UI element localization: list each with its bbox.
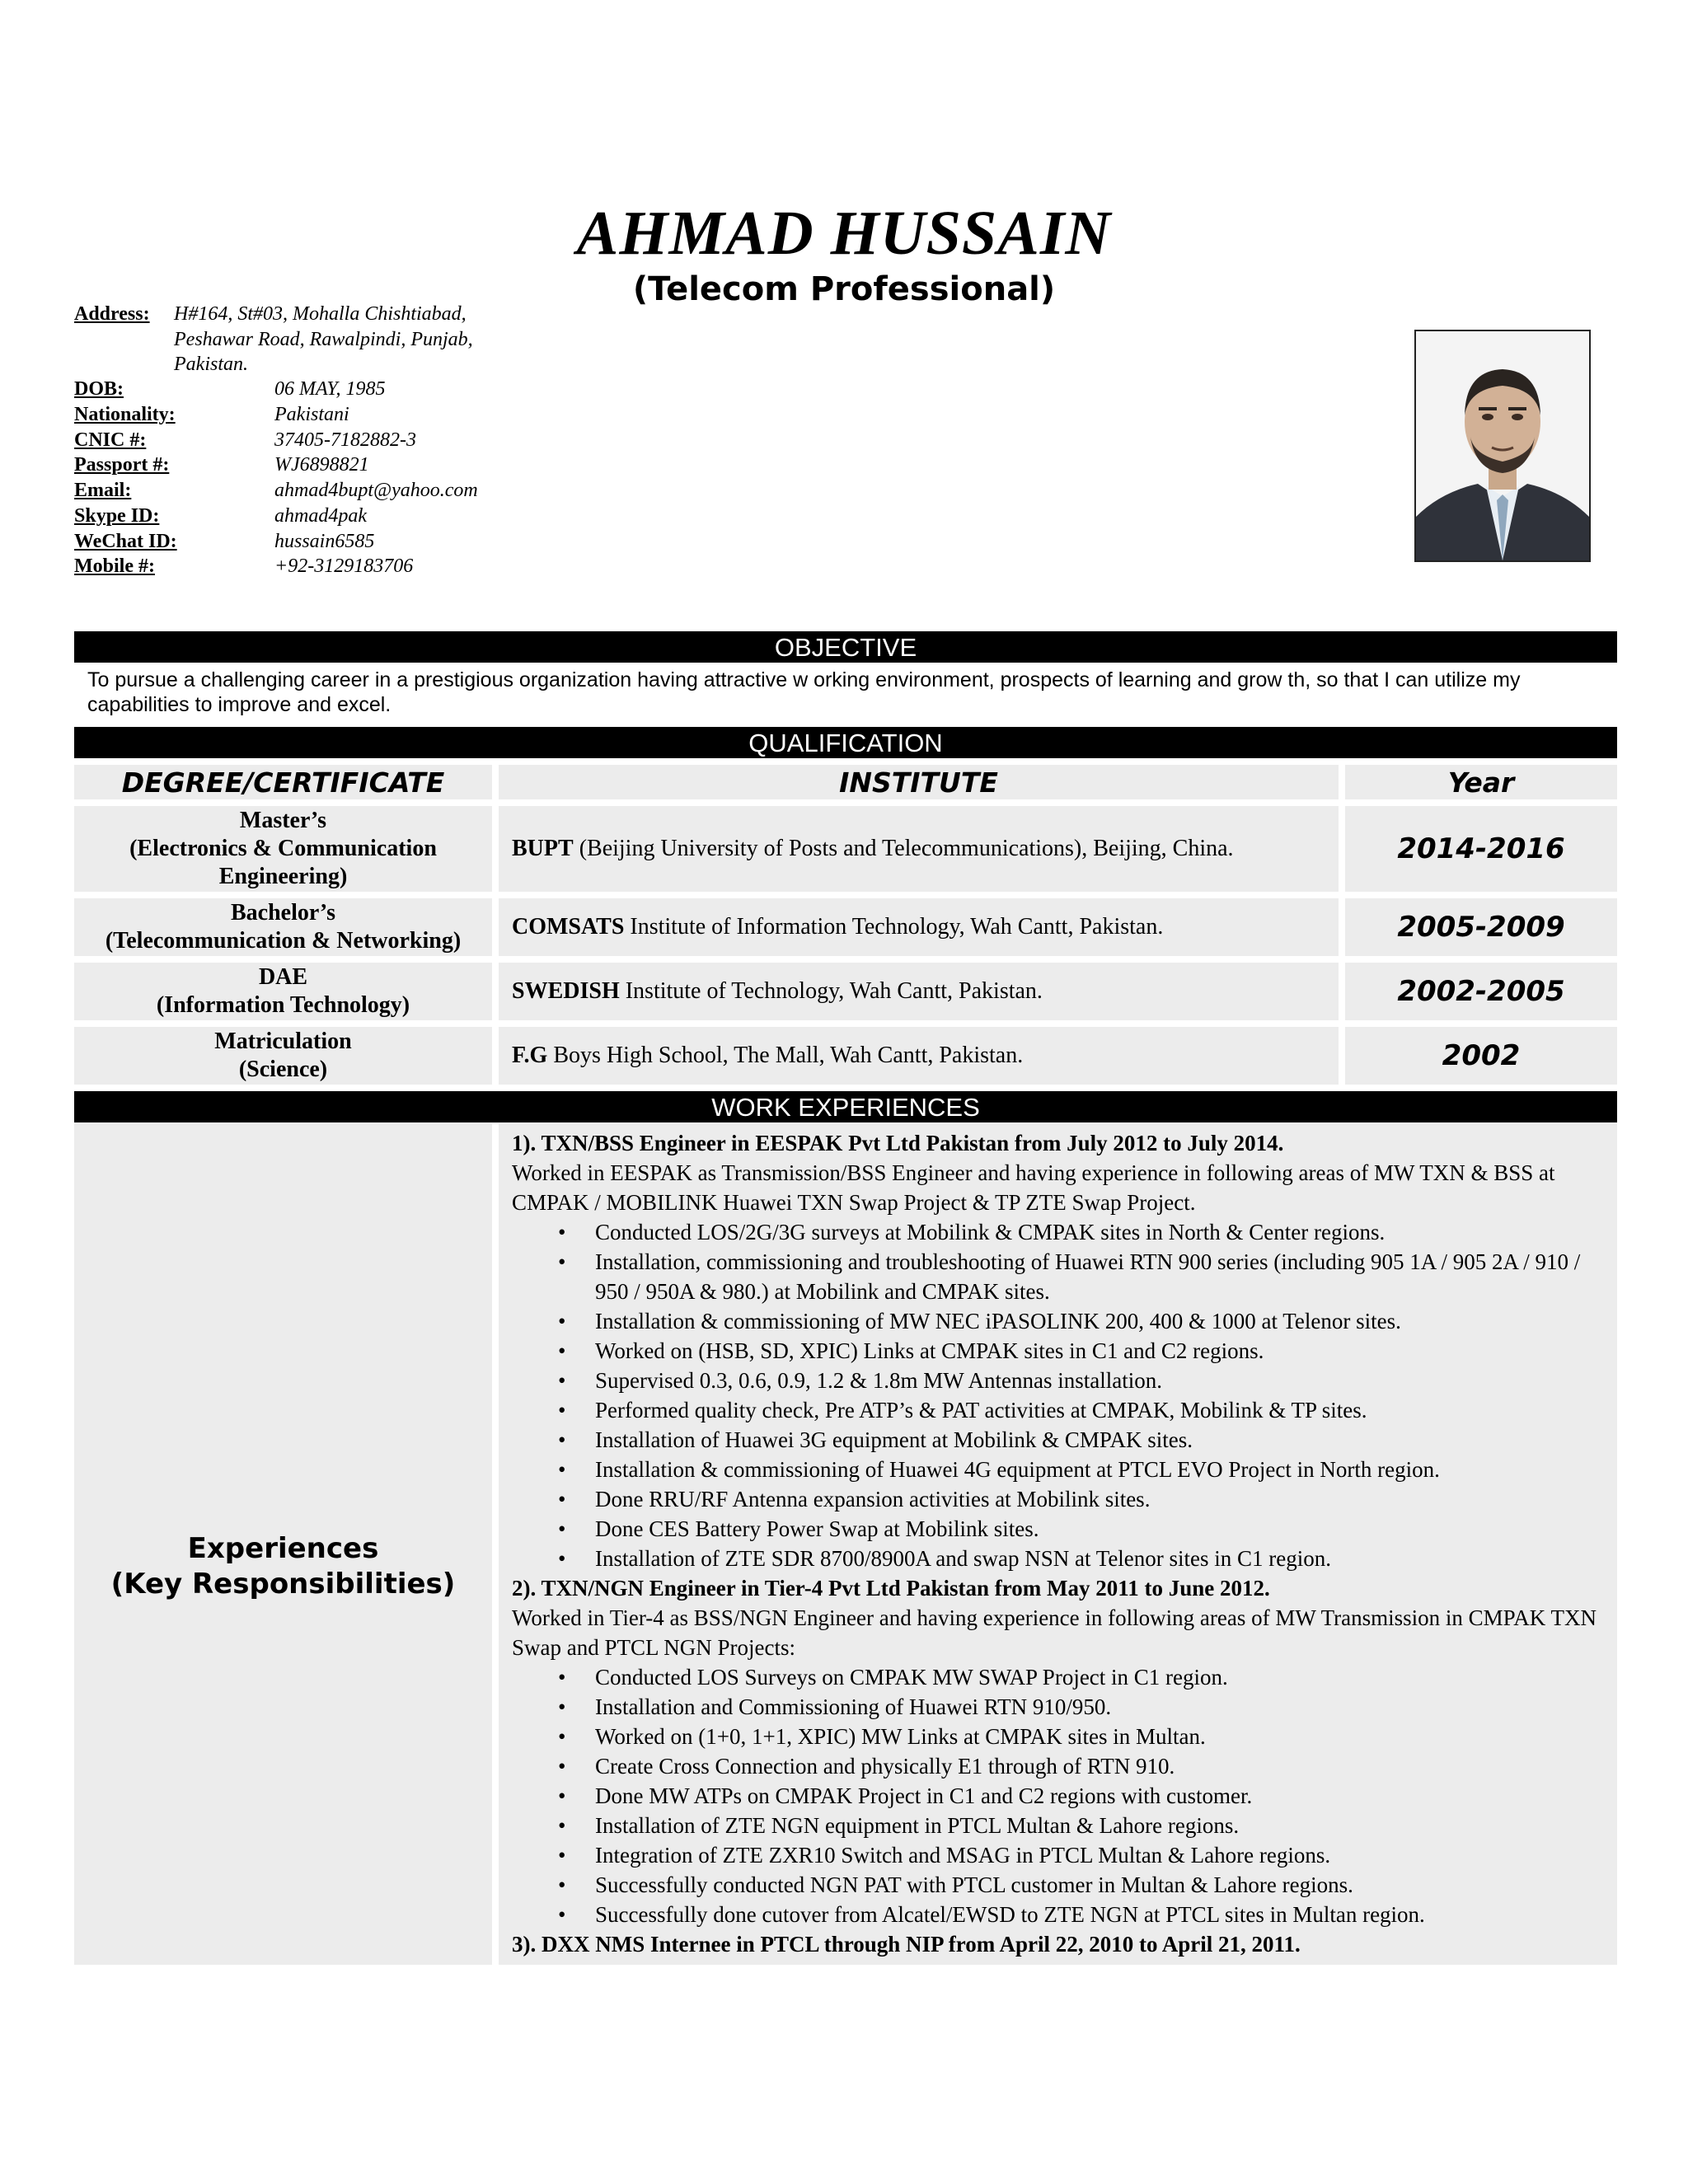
list-item: • Integration of ZTE ZXR10 Switch and MSAG in PTCL Multan & Lahore regions.: [512, 1840, 1608, 1870]
qualification-heading: QUALIFICATION: [74, 727, 1617, 758]
table-row-institute: BUPT (Beijing University of Posts and Telecommunications), Beijing, China.: [499, 806, 1339, 892]
profile-photo: [1414, 330, 1591, 562]
list-item: • Done CES Battery Power Swap at Mobilink sites.: [512, 1514, 1608, 1544]
mobile-label: Mobile #:: [74, 555, 155, 577]
job-heading: 2). TXN/NGN Engineer in Tier-4 Pvt Ltd Pakistan from May 2011 to June 2012.: [512, 1576, 1270, 1601]
table-row-year: 2002-2005: [1345, 963, 1617, 1020]
dob-label: DOB:: [74, 378, 124, 400]
work-heading: WORK EXPERIENCES: [74, 1091, 1617, 1122]
column-header-institute: INSTITUTE: [499, 765, 1339, 799]
list-item: • Done RRU/RF Antenna expansion activities at Mobilink sites.: [512, 1484, 1608, 1514]
list-item: • Worked on (HSB, SD, XPIC) Links at CMPAK sites in C1 and C2 regions.: [512, 1336, 1608, 1366]
list-item: • Installation of Huawei 3G equipment at Mobilink & CMPAK sites.: [512, 1425, 1608, 1455]
cnic-label: CNIC #:: [74, 429, 147, 451]
table-row-year: 2005-2009: [1345, 898, 1617, 956]
objective-heading: OBJECTIVE: [74, 631, 1617, 663]
passport-value: WJ6898821: [274, 454, 369, 476]
address-line: Peshawar Road, Rawalpindi, Punjab,: [174, 329, 473, 350]
address-line: Pakistan.: [174, 354, 248, 375]
dob-value: 06 MAY, 1985: [274, 378, 386, 400]
passport-label: Passport #:: [74, 454, 170, 476]
list-item: • Conducted LOS/2G/3G surveys at Mobilink & CMPAK sites in North & Center regions.: [512, 1217, 1608, 1247]
nationality-value: Pakistani: [274, 404, 349, 425]
table-row-degree: Master’s (Electronics & Communication Engineering): [74, 806, 492, 892]
job-heading: 1). TXN/BSS Engineer in EESPAK Pvt Ltd Pakistan from July 2012 to July 2014.: [512, 1131, 1284, 1155]
wechat-label: WeChat ID:: [74, 531, 177, 552]
column-header-degree: DEGREE/CERTIFICATE: [74, 765, 492, 799]
list-item: • Performed quality check, Pre ATP’s & PAT activities at CMPAK, Mobilink & TP sites.: [512, 1395, 1608, 1425]
email-value: ahmad4bupt@yahoo.com: [274, 480, 478, 501]
experience-label: Experiences (Key Responsibilities): [110, 1532, 456, 1601]
list-item: • Create Cross Connection and physically E1 through of RTN 910.: [512, 1751, 1608, 1781]
wechat-value: hussain6585: [274, 531, 375, 552]
job-title: (Telecom Professional): [632, 270, 1056, 308]
cnic-value: 37405-7182882-3: [274, 429, 416, 451]
job-heading: 3). DXX NMS Internee in PTCL through NIP from April 22, 2010 to April 21, 2011.: [512, 1932, 1301, 1957]
skype-label: Skype ID:: [74, 505, 160, 527]
list-item: • Supervised 0.3, 0.6, 0.9, 1.2 & 1.8m MW Antennas installation.: [512, 1366, 1608, 1395]
column-header-year: Year: [1345, 765, 1617, 799]
table-row-degree: Bachelor’s (Telecommunication & Networking): [74, 898, 492, 956]
list-item: • Worked on (1+0, 1+1, XPIC) MW Links at CMPAK sites in Multan.: [512, 1722, 1608, 1751]
address-line: H#164, St#03, Mohalla Chishtiabad,: [174, 303, 467, 325]
objective-text: To pursue a challenging career in a prestigious organization having attractive w orking environment, prospects of learning and grow th, so that I can utilize my capabilities to improve and excel.: [87, 668, 1521, 716]
table-row-degree: DAE (Information Technology): [74, 963, 492, 1020]
job-intro: Worked in EESPAK as Transmission/BSS Engineer and having experience in following areas of MW TXN & BSS at CMPAK / MOBILINK Huawei TXN Swap Project & TP ZTE Swap Project.: [512, 1160, 1555, 1215]
list-item: • Installation, commissioning and troubleshooting of Huawei RTN 900 series (including 905 1A / 905 2A / 910 / 950 / 950A & 980.) at Mobilink and CMPAK sites.: [512, 1247, 1608, 1306]
list-item: • Installation & commissioning of Huawei 4G equipment at PTCL EVO Project in North region.: [512, 1455, 1608, 1484]
table-row-degree: Matriculation (Science): [74, 1027, 492, 1085]
list-item: • Installation of ZTE SDR 8700/8900A and swap NSN at Telenor sites in C1 region.: [512, 1544, 1608, 1573]
list-item: • Successfully conducted NGN PAT with PTCL customer in Multan & Lahore regions.: [512, 1870, 1608, 1900]
job-responsibilities: [512, 1217, 1608, 1573]
list-item: • Installation & commissioning of MW NEC iPASOLINK 200, 400 & 1000 at Telenor sites.: [512, 1306, 1608, 1336]
skype-value: ahmad4pak: [274, 505, 367, 527]
list-item: • Installation of ZTE NGN equipment in PTCL Multan & Lahore regions.: [512, 1811, 1608, 1840]
list-item: • Conducted LOS Surveys on CMPAK MW SWAP Project in C1 region.: [512, 1662, 1608, 1692]
person-name: AHMAD HUSSAIN: [576, 199, 1112, 268]
table-row-year: 2014-2016: [1345, 806, 1617, 892]
nationality-label: Nationality:: [74, 404, 176, 425]
table-row-year: 2002: [1345, 1027, 1617, 1085]
job-responsibilities: [512, 1662, 1608, 1929]
table-row-institute: COMSATS Institute of Information Technology, Wah Cantt, Pakistan.: [499, 898, 1339, 956]
table-row-institute: SWEDISH Institute of Technology, Wah Cantt, Pakistan.: [499, 963, 1339, 1020]
mobile-value: +92-3129183706: [274, 555, 414, 577]
address-label: Address:: [74, 303, 150, 325]
list-item: • Installation and Commissioning of Huawei RTN 910/950.: [512, 1692, 1608, 1722]
email-label: Email:: [74, 480, 132, 501]
table-row-institute: F.G Boys High School, The Mall, Wah Cantt, Pakistan.: [499, 1027, 1339, 1085]
list-item: • Done MW ATPs on CMPAK Project in C1 and C2 regions with customer.: [512, 1781, 1608, 1811]
list-item: • Successfully done cutover from Alcatel/EWSD to ZTE NGN at PTCL sites in Multan region.: [512, 1900, 1608, 1929]
job-intro: Worked in Tier-4 as BSS/NGN Engineer and having experience in following areas of MW Transmission in CMPAK TXN Swap and PTCL NGN Projects:: [512, 1605, 1597, 1660]
experience-list: [512, 1128, 1608, 1959]
